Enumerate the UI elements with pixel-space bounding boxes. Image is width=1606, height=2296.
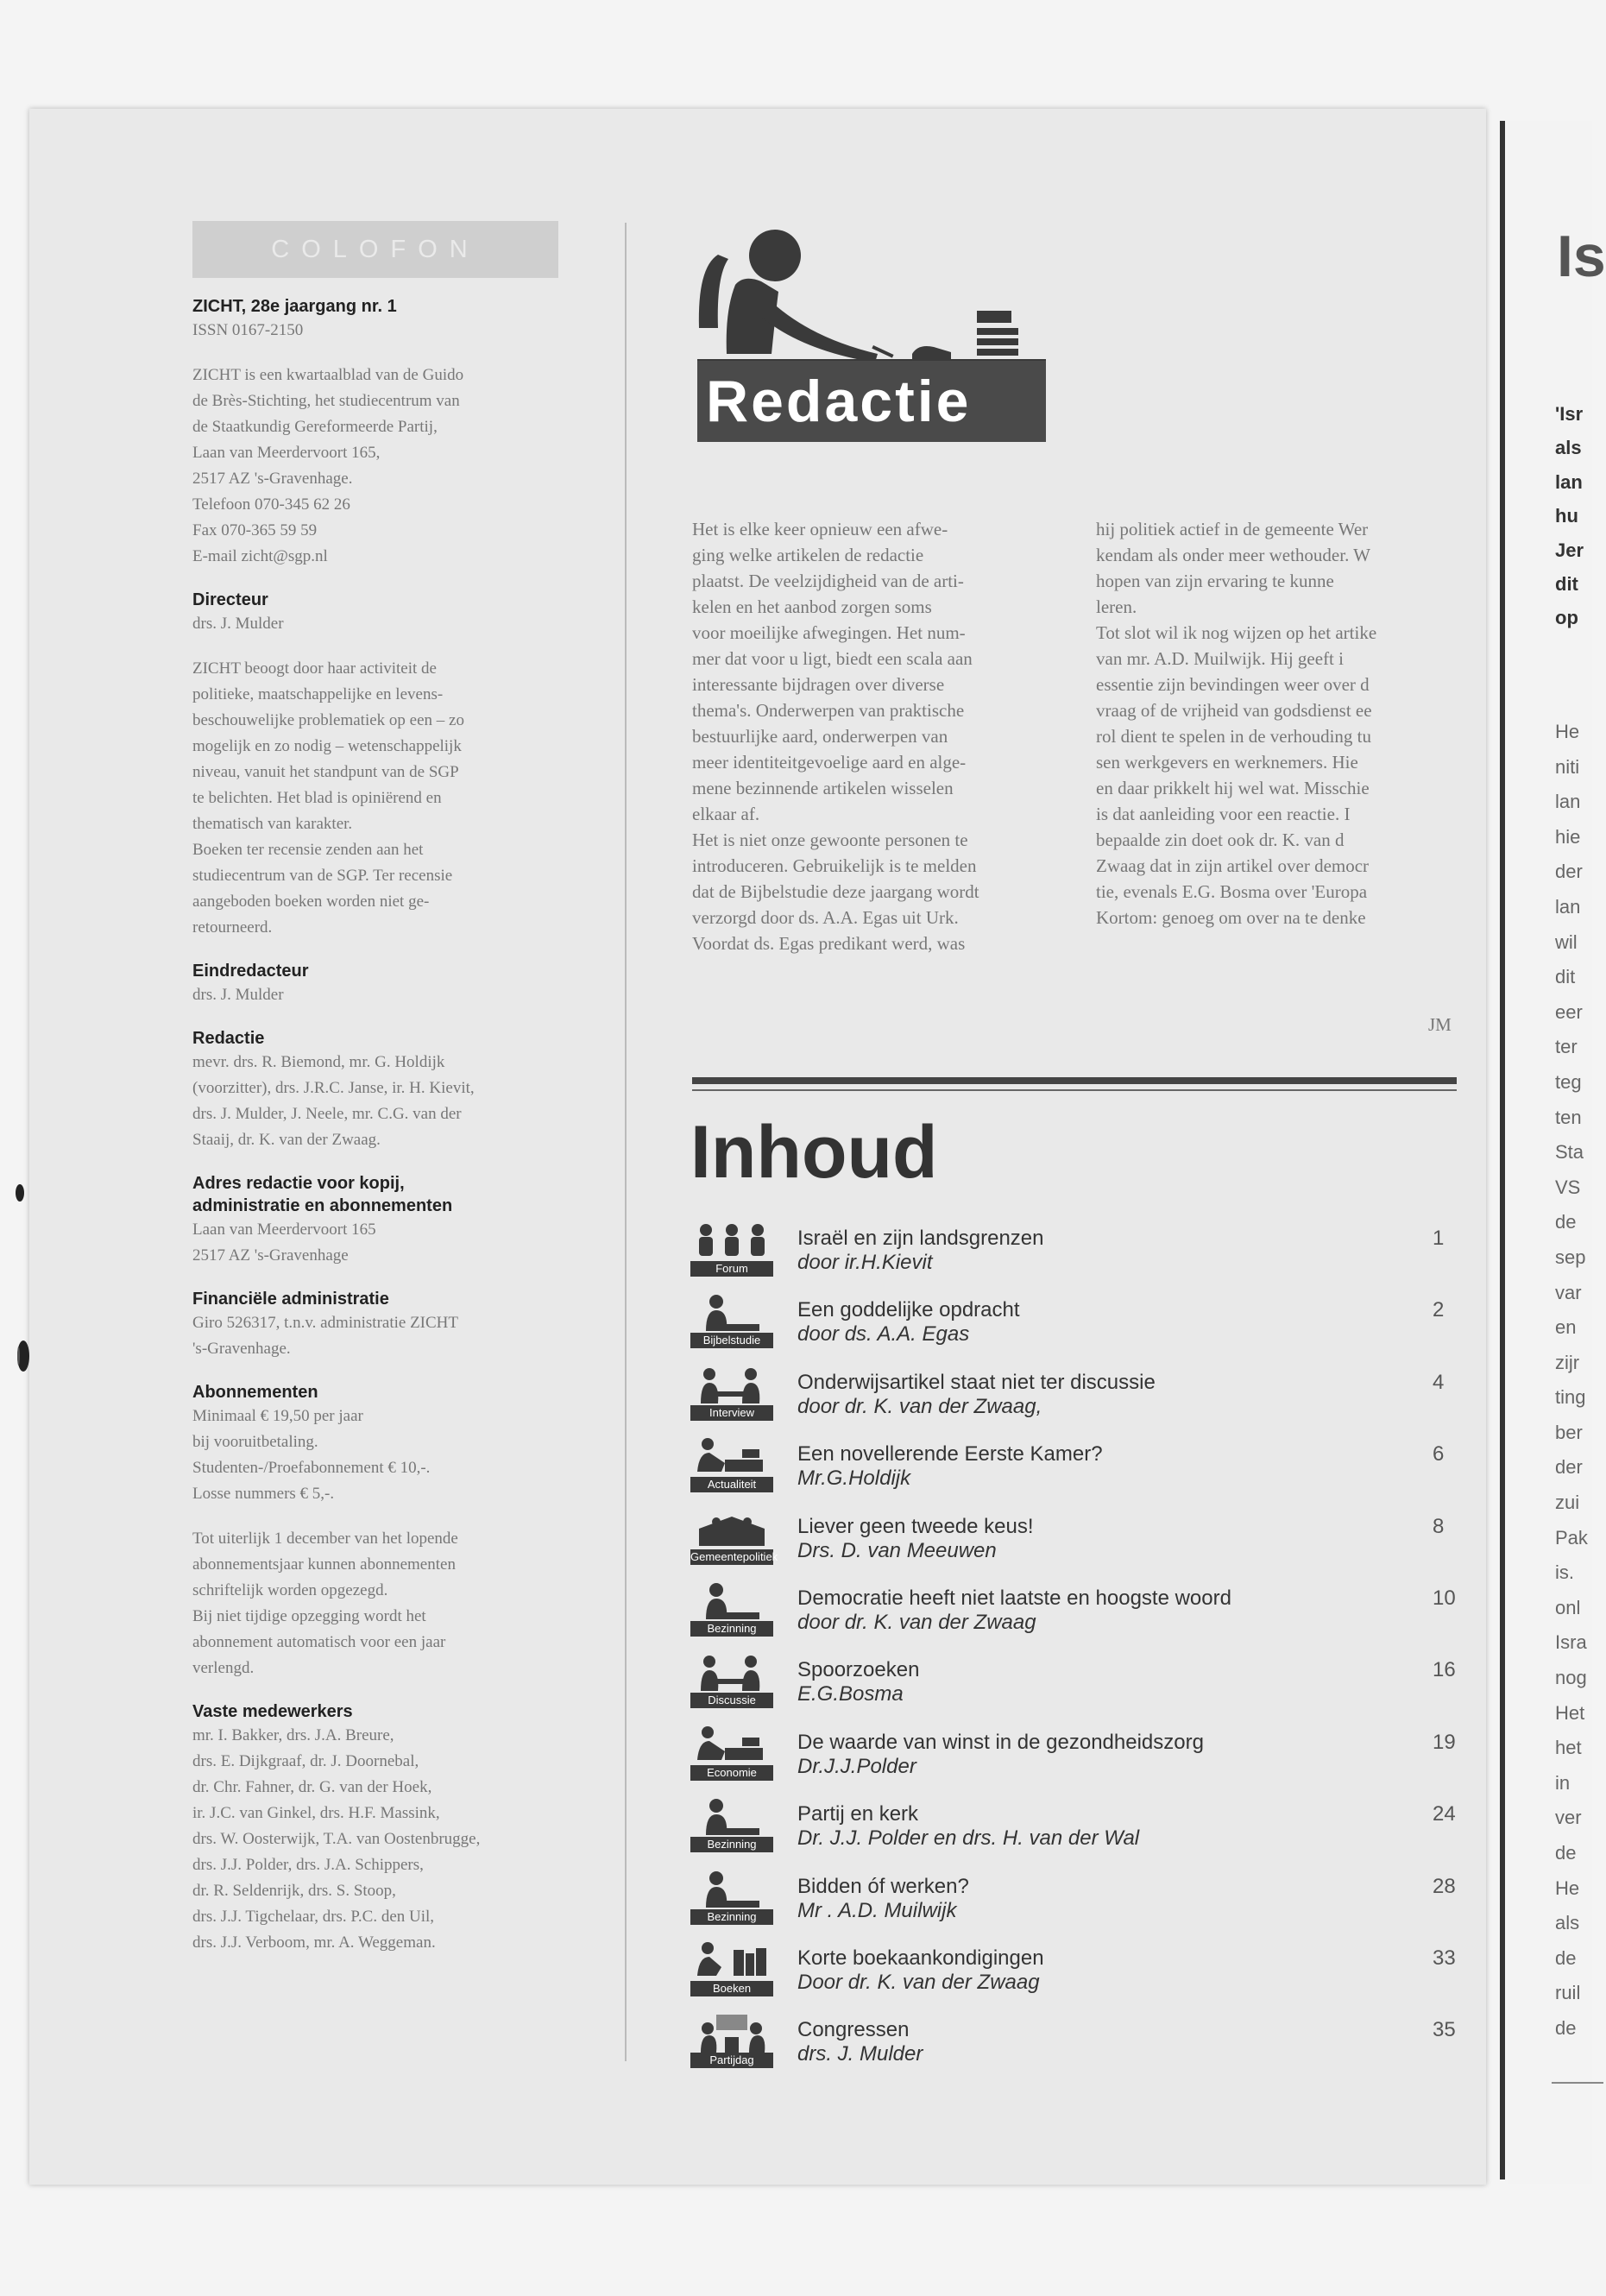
- medewerkers: mr. I. Bakker, drs. J.A. Breure, drs. E. Dijkgraaf, dr. J. Doornebal, dr. Chr. Fahner, dr. G. van der Hoek, ir. J.C. van Ginkel, drs. H.F. Massink, drs. W. Oosterwijk, T.A. van Oostenbrugge, drs. J.J. Polder, drs. J.A. Schippers, dr. R. Seldenrijk, drs. S. Stoop, drs. J.J. Tigchelaar, drs. P.C. den Uil, drs. J.J. Verboom, mr. A. Weggeman.: [192, 1726, 481, 1952]
- article-author: door dr. K. van der Zwaag: [797, 1610, 1036, 1634]
- colofon-intro: ZICHT is een kwartaalblad van de Guido de Brès-Stichting, het studiecentrum van de Staatkundig Gereformeerde Partij, Laan van Meerdervoort 165, 2517 AZ 's-Gravenhage. Telefoon 070-345 62 26 Fax 070-365 59 59 E-mail zicht@sgp.nl: [192, 366, 464, 565]
- page-number: 24: [1433, 1802, 1456, 1826]
- redactie-paragraph: hij politiek actief in de gemeente Wer kendam als onder meer wethouder. W hopen van zijn ervaring te kunne leren.: [1096, 519, 1371, 617]
- article-title: Onderwijsartikel staat niet ter discussie: [797, 1370, 1156, 1394]
- inhoud-title: Inhoud: [690, 1111, 938, 1194]
- next-page-body-line: ter: [1555, 1036, 1578, 1058]
- article-author: door ds. A.A. Egas: [797, 1322, 970, 1347]
- next-page-fragment: [1508, 121, 1606, 2184]
- page-number: 1: [1433, 1227, 1445, 1250]
- rubric-badge: Discussie: [690, 1693, 773, 1708]
- toc-entry: [690, 1797, 1458, 1869]
- inhoud-top-rule-thin: [692, 1089, 1457, 1091]
- rubric-badge: Economie: [690, 1765, 773, 1781]
- article-title: Democratie heeft niet laatste en hoogste woord: [797, 1586, 1231, 1610]
- next-page-body-line: de: [1555, 1211, 1577, 1233]
- toc-entry: [690, 2013, 1458, 2085]
- next-page-body-line: ver: [1555, 1807, 1582, 1829]
- article-author: Mr.G.Holdijk: [797, 1467, 911, 1491]
- next-page-body-line: der: [1555, 861, 1583, 883]
- next-page-body-line: sep: [1555, 1246, 1586, 1268]
- rubric-badge: Bezinning: [690, 1909, 773, 1925]
- next-page-lead-line: lan: [1555, 470, 1583, 493]
- medewerkers-heading: Vaste medewerkers: [192, 1702, 353, 1721]
- toc-entry: [690, 1510, 1458, 1581]
- next-page-body-line: Isra: [1555, 1631, 1587, 1654]
- next-page-title: Is: [1557, 224, 1606, 289]
- abonnementen-heading: Abonnementen: [192, 1383, 318, 1402]
- margin-mark: [17, 1347, 20, 1366]
- next-page-body-line: ruil: [1555, 1982, 1581, 2004]
- table-of-contents: [690, 1221, 1458, 2085]
- financien-heading: Financiële administratie: [192, 1290, 389, 1309]
- next-page-rule: [1552, 2082, 1603, 2084]
- next-page-body-line: Sta: [1555, 1141, 1584, 1164]
- toc-entry: [690, 1653, 1458, 1725]
- article-title: Spoorzoeken: [797, 1658, 920, 1682]
- next-page-lead-line: als: [1555, 437, 1582, 459]
- toc-entry: [690, 1581, 1458, 1653]
- rubric-badge: Bezinning: [690, 1621, 773, 1637]
- next-page-body-line: het: [1555, 1737, 1582, 1759]
- page-number: 33: [1433, 1946, 1456, 1970]
- toc-entry: [690, 1437, 1458, 1509]
- page-number: 8: [1433, 1514, 1445, 1538]
- adres-heading: Adres redactie voor kopij, administratie en abonnementen: [192, 1174, 453, 1215]
- toc-entry: [690, 1221, 1458, 1293]
- next-page-lead-line: op: [1555, 607, 1578, 629]
- redactie-paragraph: Tot slot wil ik nog wijzen op het artike van mr. A.D. Muilwijk. Hij geeft i essentie zijn bevindingen weer over d vraag of de vrijheid van godsdienst ee rol dient te spelen in de verhouding tu sen werkgevers en werknemers. Hie en daar prikkelt hij wel wat. Misschie is dat aanleiding voor een reactie. I bepaalde zin doet ook dr. K. van d Zwaag dat in zijn artikel over democr tie, evenals E.G. Bosma over 'Europa Kortom: genoeg om over na te denke: [1096, 622, 1377, 928]
- redactie-paragraph: Het is niet onze gewoonte personen te introduceren. Gebruikelijk is te melden dat de Bijbelstudie deze jaargang wordt verzorgd door ds. A.A. Egas uit Urk. Voordat ds. Egas predikant werd, was: [692, 829, 979, 954]
- article-author: Mr . A.D. Muilwijk: [797, 1898, 957, 1922]
- article-author: Dr. J.J. Polder en drs. H. van der Wal: [797, 1826, 1140, 1851]
- next-page-body-line: ting: [1555, 1386, 1586, 1409]
- colofon-banner: COLOFON: [192, 221, 558, 278]
- next-page-body-line: He: [1555, 1877, 1580, 1899]
- article-author: door ir.H.Kievit: [797, 1251, 933, 1274]
- rubric-badge: Boeken: [690, 1981, 773, 1996]
- article-title: Partij en kerk: [797, 1802, 919, 1826]
- next-page-body-line: als: [1555, 1912, 1580, 1934]
- next-page-body-line: zijr: [1555, 1351, 1580, 1373]
- page-number: 4: [1433, 1370, 1445, 1394]
- redactie-text-column-1: [692, 516, 1055, 956]
- rubric-icon: [690, 1293, 773, 1348]
- article-title: Een goddelijke opdracht: [797, 1298, 1020, 1322]
- rubric-badge: Bijbelstudie: [690, 1333, 773, 1348]
- next-page-body: [1555, 715, 1588, 2047]
- next-page-body-line: var: [1555, 1281, 1582, 1303]
- next-page-lead-line: hu: [1555, 505, 1578, 527]
- page-number: 35: [1433, 2018, 1456, 2042]
- rubric-icon: [690, 1366, 773, 1421]
- opzegging: Tot uiterlijk 1 december van het lopende abonnementsjaar kunnen abonnementen schriftelijk worden opgezegd. Bij niet tijdige opzegging wordt het abonnement automatisch voor een jaar verlengd.: [192, 1530, 458, 1677]
- next-page-body-line: ber: [1555, 1421, 1583, 1443]
- toc-entry: [690, 1725, 1458, 1797]
- rubric-badge: Forum: [690, 1261, 773, 1277]
- column-divider: [625, 223, 627, 2061]
- next-page-body-line: niti: [1555, 755, 1580, 778]
- article-title: Bidden óf werken?: [797, 1874, 969, 1898]
- rubric-badge: Actualiteit: [690, 1477, 773, 1492]
- abonnementen: Minimaal € 19,50 per jaar bij vooruitbetaling. Studenten-/Proefabonnement € 10,-. Losse nummers € 5,-.: [192, 1407, 431, 1503]
- next-page-body-line: Pak: [1555, 1526, 1588, 1549]
- next-page-body-line: teg: [1555, 1070, 1582, 1093]
- redactie-members: mevr. drs. R. Biemond, mr. G. Holdijk (voorzitter), drs. J.R.C. Janse, ir. H. Kievit, drs. J. Mulder, J. Neele, mr. C.G. van der Staaij, dr. K. van der Zwaag.: [192, 1053, 475, 1149]
- article-title: Congressen: [797, 2018, 910, 2042]
- next-page-body-line: He: [1555, 721, 1580, 742]
- article-title: Liever geen tweede keus!: [797, 1514, 1034, 1538]
- rubric-badge: Interview: [690, 1405, 773, 1421]
- rubric-icon: [690, 1581, 773, 1637]
- article-author: drs. J. Mulder: [797, 2042, 923, 2066]
- article-author: Door dr. K. van der Zwaag: [797, 1970, 1040, 1994]
- next-page-body-line: der: [1555, 1456, 1583, 1479]
- page-number: 10: [1433, 1586, 1456, 1610]
- redactie-paragraph: Het is elke keer opnieuw een afwe- ging welke artikelen de redactie plaatst. De veelzijdigheid van de arti- kelen en het aanbod zorgen soms voor moeilijke afwegingen. Het num- mer dat voor u ligt, biedt een scala aan interessante bijdragen over diverse thema's. Onderwerpen van praktische bestuurlijke aard, onderwerpen van meer identiteitgevoelige aard en alge- mene bezinnende artikelen wisselen elkaar af.: [692, 519, 973, 824]
- next-page-body-line: onl: [1555, 1596, 1581, 1618]
- page-number: 6: [1433, 1442, 1445, 1467]
- issue-line: ZICHT, 28e jaargang nr. 1: [192, 297, 397, 316]
- rubric-icon: [690, 1437, 773, 1492]
- rubric-badge: Gemeentepolitiek: [690, 1549, 778, 1563]
- next-page-lead-line: Jer: [1555, 539, 1584, 561]
- directeur-name: drs. J. Mulder: [192, 615, 284, 633]
- next-page-body-line: de: [1555, 1842, 1577, 1864]
- redactie-text-column-2: [1096, 516, 1457, 930]
- next-page-body-line: nog: [1555, 1667, 1587, 1689]
- eindredacteur-name: drs. J. Mulder: [192, 986, 284, 1004]
- rubric-icon: [690, 1797, 773, 1852]
- next-page-body-line: in: [1555, 1771, 1571, 1794]
- rubric-icon: [690, 2013, 773, 2068]
- rubric-icon: [690, 1653, 773, 1708]
- toc-entry: [690, 1870, 1458, 1941]
- next-page-lead: [1555, 397, 1584, 635]
- next-page-body-line: zui: [1555, 1492, 1580, 1514]
- inhoud-top-rule: [692, 1077, 1457, 1084]
- next-page-body-line: is.: [1555, 1561, 1574, 1584]
- next-page-lead-line: dit: [1555, 572, 1578, 595]
- article-author: Drs. D. van Meeuwen: [797, 1538, 997, 1562]
- editor-initials: JM: [1428, 1014, 1452, 1035]
- page-number: 28: [1433, 1874, 1456, 1898]
- rubric-badge: Bezinning: [690, 1837, 773, 1852]
- next-page-body-line: de: [1555, 1946, 1577, 1969]
- margin-mark: [16, 1184, 24, 1202]
- article-author: E.G.Bosma: [797, 1682, 904, 1706]
- adres: Laan van Meerdervoort 165 2517 AZ 's-Gravenhage: [192, 1221, 376, 1265]
- page-number: 2: [1433, 1298, 1445, 1322]
- rubric-icon: [690, 1941, 773, 1996]
- article-author: Dr.J.J.Polder: [797, 1754, 916, 1778]
- toc-entry: [690, 1293, 1458, 1365]
- rubric-icon: [690, 1510, 778, 1565]
- page-gutter: [1500, 121, 1505, 2179]
- next-page-lead-line: 'Isr: [1555, 403, 1584, 425]
- financien: Giro 526317, t.n.v. administratie ZICHT 's-Gravenhage.: [192, 1314, 458, 1358]
- eindredacteur-heading: Eindredacteur: [192, 962, 309, 981]
- next-page-body-line: lan: [1555, 791, 1581, 813]
- next-page-body-line: lan: [1555, 895, 1581, 918]
- redactie-heading: Redactie: [192, 1029, 265, 1048]
- colofon-mission: ZICHT beoogt door haar activiteit de politieke, maatschappelijke en levens- beschouwelijke problematiek op een – zo mogelijk en zo nodig – wetenschappelijk niveau, vanuit het standpunt van de SGP te belichten. Het blad is opiniërend en thematisch van karakter. Boeken ter recensie zenden aan het studiecentrum van de SGP. Ter recensie aangeboden boeken worden niet ge- retourneerd.: [192, 659, 464, 937]
- article-title: Korte boekaankondigingen: [797, 1946, 1044, 1970]
- rubric-icon: [690, 1870, 773, 1925]
- rubric-icon: [690, 1221, 773, 1277]
- rubric-icon: [690, 1725, 773, 1781]
- directeur-heading: Directeur: [192, 590, 268, 609]
- rubric-badge: Partijdag: [690, 2053, 773, 2068]
- page-number: 19: [1433, 1730, 1456, 1754]
- next-page-body-line: dit: [1555, 966, 1576, 988]
- next-page-body-line: ten: [1555, 1106, 1582, 1128]
- article-title: Een novellerende Eerste Kamer?: [797, 1442, 1103, 1467]
- next-page-body-line: VS: [1555, 1176, 1581, 1198]
- toc-entry: [690, 1366, 1458, 1437]
- toc-entry: [690, 1941, 1458, 2013]
- article-title: De waarde van winst in de gezondheidszorg: [797, 1730, 1204, 1754]
- article-author: door dr. K. van der Zwaag,: [797, 1394, 1042, 1418]
- next-page-body-line: hie: [1555, 825, 1581, 848]
- next-page-body-line: Het: [1555, 1701, 1585, 1724]
- next-page-body-line: en: [1555, 1316, 1577, 1339]
- article-title: Israël en zijn landsgrenzen: [797, 1227, 1044, 1250]
- next-page-body-line: eer: [1555, 1000, 1583, 1023]
- next-page-body-line: wil: [1555, 930, 1578, 953]
- issn: ISSN 0167-2150: [192, 321, 304, 339]
- redactie-label: Redactie: [697, 361, 1046, 442]
- page-number: 16: [1433, 1658, 1456, 1682]
- next-page-body-line: de: [1555, 2016, 1577, 2039]
- colofon-column: [192, 221, 558, 1956]
